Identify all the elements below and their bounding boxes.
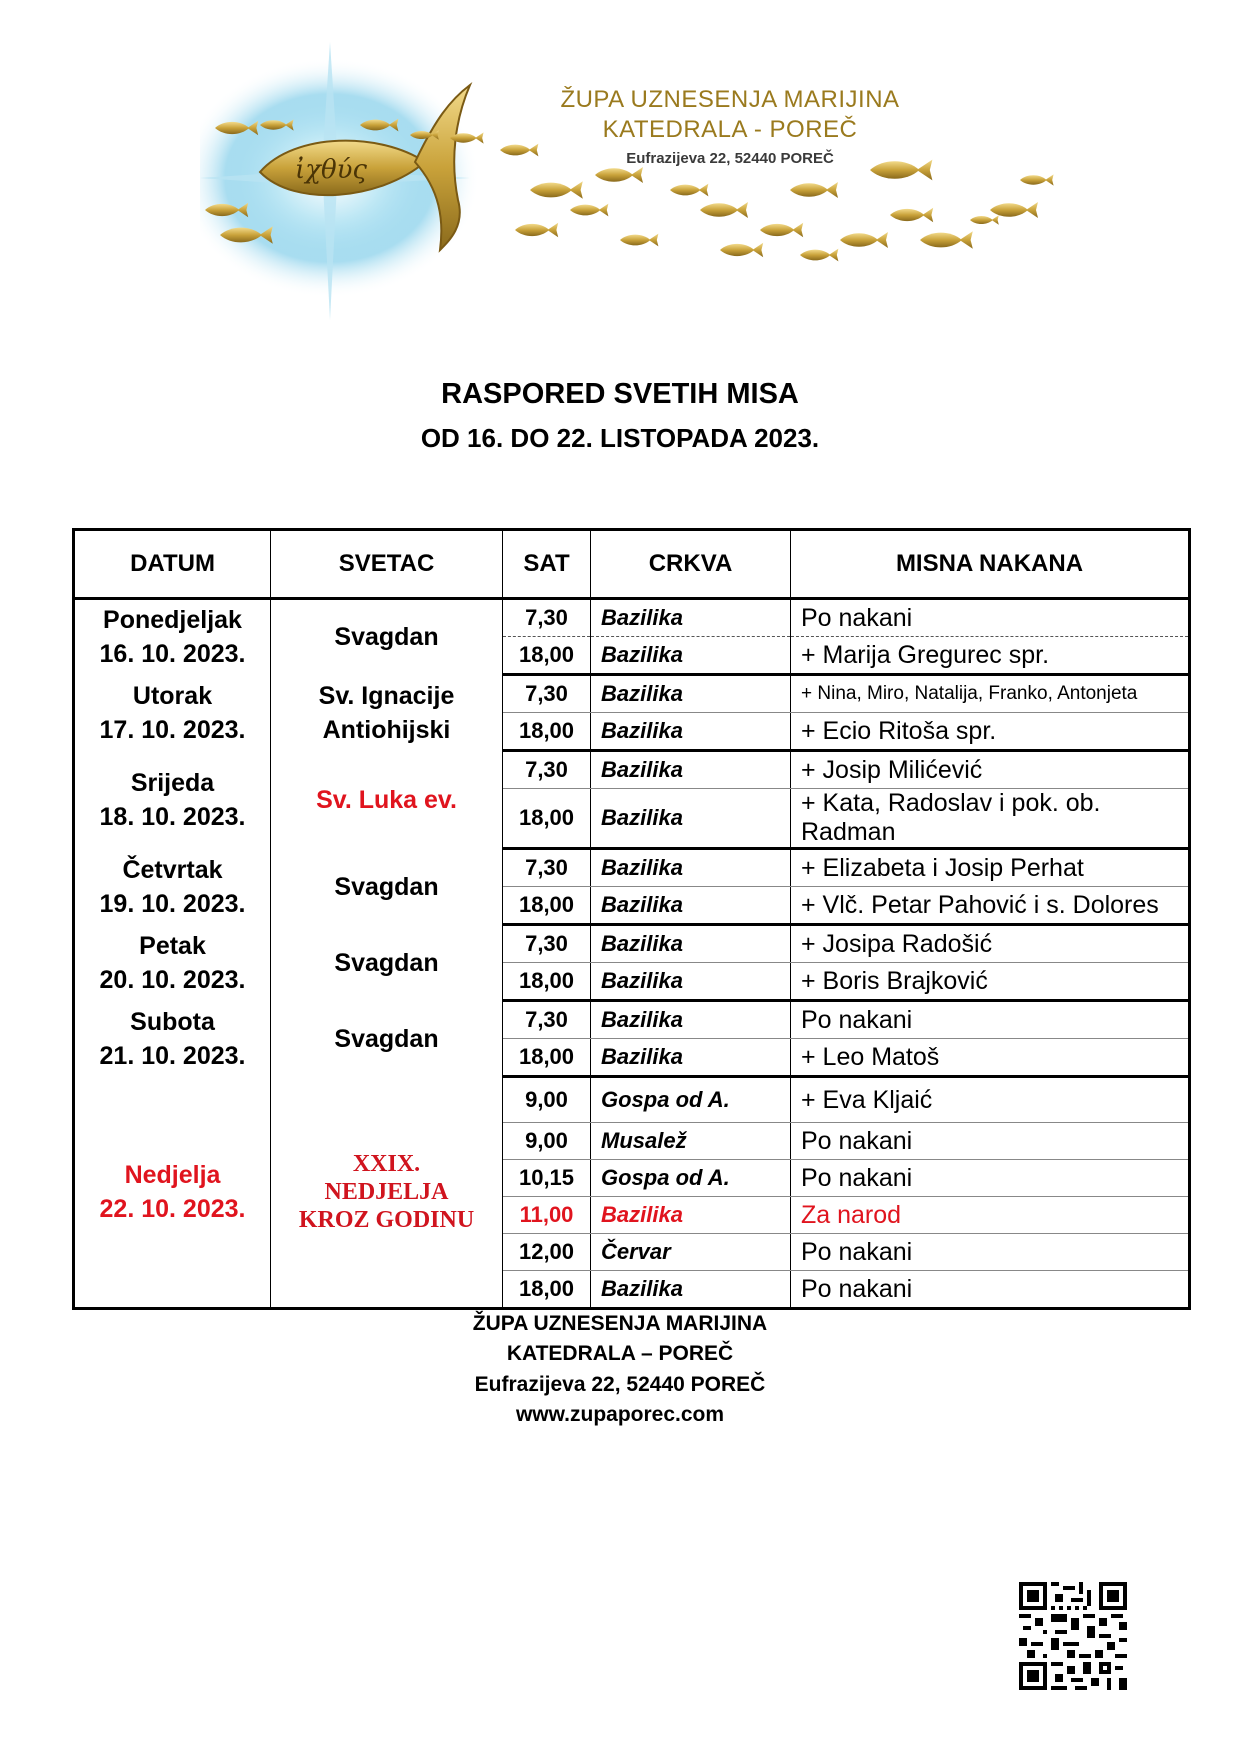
table-row (74, 599, 1190, 637)
table-header-row (74, 530, 1190, 599)
intention-cell: + Vlč. Petar Pahović i s. Dolores (791, 887, 1190, 925)
date-value: 17. 10. 2023. (99, 715, 246, 744)
day-name: Petak (139, 931, 206, 960)
church-cell: Bazilika (591, 1001, 791, 1039)
table-row (74, 1001, 1190, 1039)
intention-cell: + Ecio Ritoša spr. (791, 713, 1190, 751)
footer-address: Eufrazijeva 22, 52440 POREČ (474, 1373, 766, 1396)
date-value: 20. 10. 2023. (99, 965, 246, 994)
time-cell: 9,00 (503, 1077, 591, 1123)
time-cell: 7,30 (503, 1001, 591, 1039)
day-name: Srijeda (130, 768, 215, 797)
day-name: Subota (130, 1007, 215, 1036)
intention-cell: Po nakani (791, 1001, 1190, 1039)
time-cell: 18,00 (503, 1039, 591, 1077)
intention-cell: Po nakani (791, 1234, 1190, 1271)
time-cell: 7,30 (503, 599, 591, 637)
logo-text: ἰχθύς (295, 155, 367, 185)
date-cell (74, 675, 271, 751)
intention-cell: Po nakani (791, 1123, 1190, 1160)
time-cell: 18,00 (503, 1271, 591, 1309)
ichthys-fish-logo (200, 40, 1100, 340)
parish-address: Eufrazijeva 22, 52440 POREČ (626, 150, 834, 167)
church-cell: Gospa od A. (591, 1160, 791, 1197)
intention-cell: Po nakani (791, 1271, 1190, 1309)
intention-cell: Za narod (791, 1197, 1190, 1234)
intention-cell: + Josip Milićević (791, 751, 1190, 789)
time-cell: 18,00 (503, 713, 591, 751)
church-cell: Bazilika (591, 713, 791, 751)
church-cell: Červar (591, 1234, 791, 1271)
time-cell: 18,00 (503, 887, 591, 925)
intention-cell: + Leo Matoš (791, 1039, 1190, 1077)
mass-schedule-table (72, 528, 1191, 1310)
date-cell (74, 1001, 271, 1077)
header-sat: SAT (503, 530, 591, 599)
sunday-title-line: KROZ GODINU (298, 1206, 475, 1233)
table-row (74, 751, 1190, 789)
church-cell: Bazilika (591, 599, 791, 637)
footer-cathedral: KATEDRALA – POREČ (506, 1342, 734, 1365)
intention-cell: + Nina, Miro, Natalija, Franko, Antonjeta (791, 675, 1190, 713)
church-cell: Musalež (591, 1123, 791, 1160)
church-cell: Bazilika (591, 963, 791, 1001)
day-name: Nedjelja (124, 1160, 221, 1189)
header-crkva: CRKVA (591, 530, 791, 599)
date-value: 21. 10. 2023. (99, 1041, 246, 1070)
parish-header (530, 86, 930, 167)
church-cell: Bazilika (591, 675, 791, 713)
time-cell: 18,00 (503, 963, 591, 1001)
time-cell: 10,15 (503, 1160, 591, 1197)
parish-name: ŽUPA UZNESENJA MARIJINA (560, 86, 900, 113)
date-value: 19. 10. 2023. (99, 889, 246, 918)
intention-cell: + Eva Kljaić (791, 1077, 1190, 1123)
church-cell: Bazilika (591, 789, 791, 849)
church-cell: Bazilika (591, 751, 791, 789)
date-cell (74, 849, 271, 925)
saint-cell (271, 1077, 503, 1309)
time-cell: 18,00 (503, 789, 591, 849)
intention-cell: Po nakani (791, 1160, 1190, 1197)
time-cell: 7,30 (503, 925, 591, 963)
intention-cell: + Josipa Radošić (791, 925, 1190, 963)
sunday-title-line: XXIX. (352, 1150, 421, 1177)
time-cell: 9,00 (503, 1123, 591, 1160)
saint-cell: Svagdan (271, 925, 503, 1001)
date-cell (74, 599, 271, 675)
table-row (74, 849, 1190, 887)
header-datum: DATUM (74, 530, 271, 599)
day-name: Četvrtak (122, 855, 223, 884)
parish-cathedral: KATEDRALA - POREČ (602, 116, 858, 143)
date-value: 22. 10. 2023. (99, 1194, 246, 1223)
table-row (74, 675, 1190, 713)
saint-cell: Svagdan (271, 599, 503, 675)
church-cell: Bazilika (591, 1039, 791, 1077)
intention-cell: + Elizabeta i Josip Perhat (791, 849, 1190, 887)
day-name: Utorak (132, 681, 213, 710)
day-name: Ponedjeljak (103, 606, 242, 635)
church-cell: Bazilika (591, 1197, 791, 1234)
intention-cell: Po nakani (791, 599, 1190, 637)
date-value: 18. 10. 2023. (99, 802, 246, 831)
date-cell (74, 1077, 271, 1309)
header-misna-nakana: MISNA NAKANA (791, 530, 1190, 599)
time-cell: 7,30 (503, 849, 591, 887)
time-cell: 12,00 (503, 1234, 591, 1271)
sunday-title-line: NEDJELJA (324, 1178, 449, 1205)
church-cell: Bazilika (591, 1271, 791, 1309)
page-title: RASPORED SVETIH MISA (441, 378, 799, 410)
date-cell (74, 925, 271, 1001)
page-subtitle: OD 16. DO 22. LISTOPADA 2023. (420, 423, 820, 453)
time-cell: 11,00 (503, 1197, 591, 1234)
time-cell: 7,30 (503, 751, 591, 789)
date-cell (74, 751, 271, 849)
church-cell: Bazilika (591, 925, 791, 963)
footer-parish-name: ŽUPA UZNESENJA MARIJINA (472, 1312, 768, 1335)
church-cell: Bazilika (591, 849, 791, 887)
church-cell: Bazilika (591, 887, 791, 925)
qr-code-icon[interactable] (1019, 1582, 1127, 1690)
church-cell: Gospa od A. (591, 1077, 791, 1123)
intention-cell: + Boris Brajković (791, 963, 1190, 1001)
intention-cell: + Kata, Radoslav i pok. ob. Radman (791, 789, 1190, 849)
header-svetac: SVETAC (271, 530, 503, 599)
intention-cell: + Marija Gregurec spr. (791, 637, 1190, 675)
time-cell: 7,30 (503, 675, 591, 713)
saint-cell: Sv. Ignacije Antiohijski (271, 675, 503, 751)
saint-cell: Svagdan (271, 849, 503, 925)
table-row (74, 925, 1190, 963)
footer-website-link[interactable]: www.zupaporec.com (515, 1403, 725, 1426)
church-cell: Bazilika (591, 637, 791, 675)
saint-cell: Svagdan (271, 1001, 503, 1077)
date-value: 16. 10. 2023. (99, 640, 246, 669)
time-cell: 18,00 (503, 637, 591, 675)
table-row (74, 1077, 1190, 1123)
saint-cell: Sv. Luka ev. (271, 751, 503, 849)
